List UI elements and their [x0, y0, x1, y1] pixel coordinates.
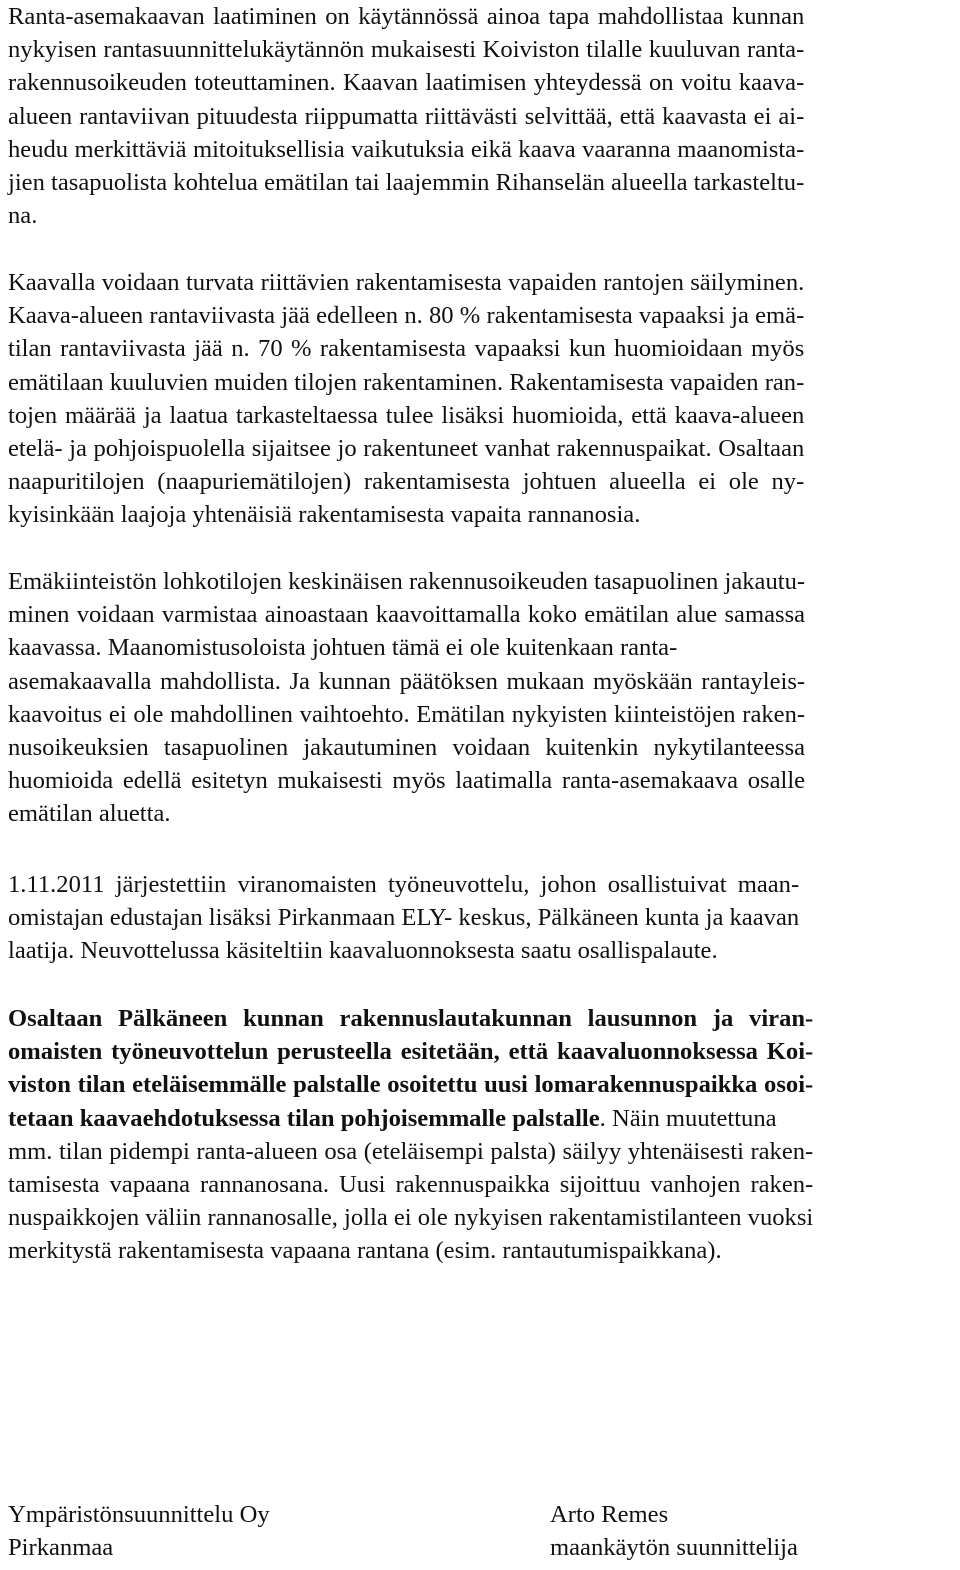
- paragraph-rakentamisesta-vapaat-rannat: [8, 266, 804, 532]
- text-line: asemakaavalla mahdollista. Ja kunnan päätöksen mukaan myöskään rantayleis-: [8, 667, 806, 695]
- person-title: maankäytön suunnittelija: [550, 1534, 798, 1562]
- person-name: Arto Remes: [550, 1501, 669, 1528]
- paragraph-ranta-asemakaava: [8, 0, 804, 232]
- text-line: Kaava-alueen rantaviivasta jää edelleen n. 80 % rakentamisesta vapaaksi ja emä-: [8, 302, 805, 330]
- signature-person: [550, 1498, 798, 1564]
- bold-text: tetaan kaavaehdotuksessa tilan pohjoisemmalle palstalle: [8, 1104, 600, 1132]
- text-line: naapuritilojen (naapuriemätilojen) rakentamisesta johtuen alueella ei ole ny-: [8, 468, 805, 496]
- mixed-text-line: [8, 1102, 813, 1135]
- text-line: kaavoitus ei ole mahdollinen vaihtoehto. Emätilan nykyisten kiinteistöjen raken-: [8, 700, 806, 728]
- text-line: Ranta-asemakaavan laatiminen on käytännössä ainoa tapa mahdollistaa kunnan: [8, 3, 805, 30]
- text-line: laatija. Neuvottelussa käsiteltiin kaavaluonnoksesta saatu osallispalaute.: [8, 937, 718, 965]
- text-line: kyisinkään laajoja yhtenäisiä rakentamisesta vapaita rannanosia.: [8, 501, 641, 529]
- bold-text: viston tilan eteläisemmälle palstalle osoitettu uusi lomarakennuspaikka osoi-: [8, 1071, 814, 1099]
- text-line: tilan rantaviivasta jää n. 70 % rakentamisesta vapaaksi kun huomioidaan myös: [8, 335, 805, 363]
- company-region: Pirkanmaa: [8, 1534, 114, 1562]
- text-line: huomioida edellä esitetyn mukaisesti myös laatimalla ranta-asemakaava osalle: [8, 767, 806, 795]
- text-line: jien tasapuolista kohtelua emätilan tai laajemmin Rihanselän alueella tarkasteltu-: [8, 169, 805, 197]
- text-line: tojen määrää ja laatua tarkasteltaessa tulee lisäksi huomioida, että kaava-alueen: [8, 401, 805, 429]
- text-line: Kaavalla voidaan turvata riittävien rakentamisesta vapaiden rantojen säilyminen.: [8, 269, 805, 296]
- text-line: etelä- ja pohjoispuolella sijaitsee jo rakentuneet vanhat rakennuspaikat. Osaltaan: [8, 435, 805, 463]
- signature-company: [8, 1498, 270, 1564]
- text-line: minen voidaan varmistaa ainoastaan kaavoittamalla koko emätilan alue samassa: [8, 601, 806, 629]
- paragraph-emakiinteisto: [8, 565, 805, 831]
- text-line: mm. tilan pidempi ranta-alueen osa (eteläisempi palsta) säilyy yhtenäisesti raken-: [8, 1137, 814, 1165]
- company-name: Ympäristönsuunnittelu Oy: [8, 1501, 270, 1528]
- text-line: alueen rantaviivan pituudesta riippumatta riittävästi selvittää, että kaavasta ei ai-: [8, 102, 805, 130]
- text-line: nuspaikkojen väliin rannanosalle, jolla ei ole nykyisen rakentamistilanteen vuoksi: [8, 1204, 814, 1232]
- text-line: Emäkiinteistön lohkotilojen keskinäisen rakennusoikeuden tasapuolinen jakautu-: [8, 568, 806, 595]
- paragraph-tyoneuvottelu: [8, 868, 799, 968]
- text-line: 1.11.2011 järjestettiin viranomaisten työneuvottelu, johon osallistuivat maan-: [8, 871, 800, 898]
- bold-text-line: [8, 1002, 813, 1035]
- text-line: heudu merkittäviä mitoituksellisia vaikutuksia eikä kaava vaaranna maanomista-: [8, 135, 805, 163]
- text-line: nusoikeuksien tasapuolinen jakautuminen voidaan kuitenkin nykytilanteessa: [8, 734, 806, 762]
- text-line: merkitystä rakentamisesta vapaana rantana (esim. rantautumispaikkana).: [8, 1237, 722, 1265]
- normal-text: . Näin muutettuna: [599, 1104, 777, 1132]
- text-line: rakennusoikeuden toteuttaminen. Kaavan laatimisen yhteydessä on voitu kaava-: [8, 69, 805, 97]
- text-line: na.: [8, 202, 38, 230]
- text-line: emätilaan kuuluvien muiden tilojen rakentaminen. Rakentamisesta vapaiden ran-: [8, 368, 805, 396]
- text-line: omistajan edustajan lisäksi Pirkanmaan ELY- keskus, Pälkäneen kunta ja kaavan: [8, 904, 800, 932]
- text-line: kaavassa. Maanomistusoloista johtuen tämä ei ole kuitenkaan ranta-: [8, 634, 678, 662]
- paragraph-esitys: [8, 1002, 813, 1268]
- bold-text: Osaltaan Pälkäneen kunnan rakennuslautakunnan lausunnon ja viran-: [8, 1005, 814, 1032]
- bold-text: omaisten työneuvottelun perusteella esitetään, että kaavaluonnoksessa Koi-: [8, 1038, 814, 1066]
- text-line: nykyisen rantasuunnittelukäytännön mukaisesti Koiviston tilalle kuuluvan ranta-: [8, 36, 805, 64]
- text-line: tamisesta vapaana rannanosana. Uusi rakennuspaikka sijoittuu vanhojen raken-: [8, 1171, 814, 1199]
- bold-text-line: [8, 1068, 813, 1101]
- text-line: emätilan aluetta.: [8, 800, 171, 828]
- bold-text-line: [8, 1035, 813, 1068]
